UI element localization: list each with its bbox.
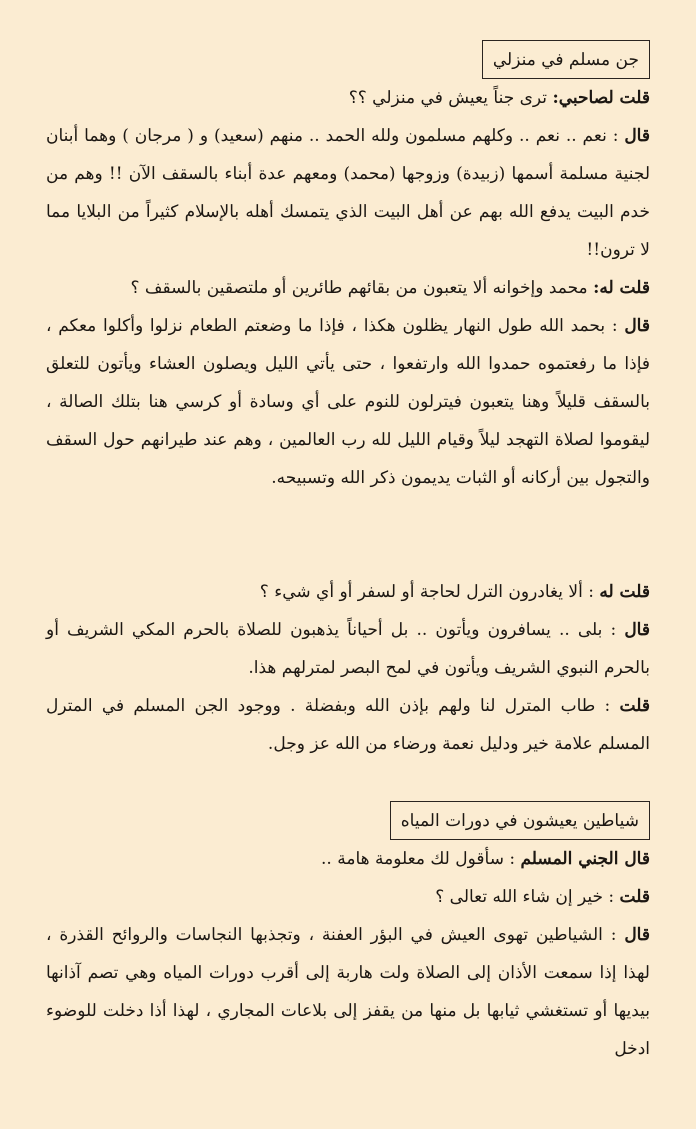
paragraph-text: : الشياطين تهوى العيش في البؤر العفنة ، وتجذبها النجاسات والروائح القذرة ، لهذا إذا سمعت الأذان إلى الصلاة ولت هاربة إلى أقرب دورات المياه وهي تصم آذانها بيديها أو تستغشي ثيابها بل منها من يقفز إلى بلاعات المجاري ، لهذا أذا دخلت للوضوء ادخل [46,925,650,1059]
paragraph-text: : بحمد الله طول النهار يظلون هكذا ، فإذا ما وضعتم الطعام نزلوا وأكلوا معكم ، فإذا ما رفعتموه حمدوا الله وارتفعوا ، حتى يأتي الليل ويصلون العشاء ويأتون للتعلق بالسقف قليلاً وهنا يتعبون فيترلون للنوم على أي وسادة أو كرسي هنا بتلك الصالة ، ليقوموا لصلاة التهجد ليلاً وقيام الليل لله رب العالمين ، وهم عند طيرانهم حول السقف والتجول بين أركانه أو الثبات يديمون ذكر الله وتسبيحه. [46,316,650,488]
section-heading-row [46,40,650,79]
paragraph-text: : بلى .. يسافرون ويأتون .. بل أحياناً يذهبون للصلاة بالحرم المكي الشريف أو بالحرم النبوي الشريف ويأتون في لمح البصر لمترلهم هذا. [46,620,650,678]
paragraph-q2 [46,269,650,307]
speaker-label: قلت [619,887,650,907]
section-spacer [46,535,650,573]
section-spacer [46,497,650,535]
paragraph-text: : سأقول لك معلومة هامة .. [321,849,521,869]
speaker-label: قلت له: [593,278,650,298]
section-heading-row [46,801,650,840]
section-title-devils-bathrooms: شياطين يعيشون في دورات المياه [390,801,650,840]
paragraph-text: : نعم .. نعم .. وكلهم مسلمون ولله الحمد .. منهم (سعيد) و ( مرجان ) وهما أبنان لجنية مسلمة أسمها (زبيدة) وزوجها (محمد) ومعهم عدة أبناء بالسقف الآن !! وهم من خدم البيت يدفع الله بهم عن أهل البيت الذي يتمسك أهله بالإسلام كثيراً من البلايا مما لا ترون!! [46,126,650,260]
paragraph-a1 [46,117,650,269]
paragraph-a6 [46,916,650,1068]
speaker-label: قال [624,316,650,336]
paragraph-q1 [46,79,650,117]
paragraph-q5 [46,878,650,916]
speaker-label: قال [624,620,650,640]
paragraph-text: : طاب المترل لنا ولهم بإذن الله وبفضلة . ووجود الجن المسلم في المترل المسلم علامة خير ودليل نعمة ورضاء من الله عز وجل. [46,696,650,754]
paragraph-a5 [46,840,650,878]
section-title-jinn-muslim: جن مسلم في منزلي [482,40,650,79]
paragraph-q3 [46,573,650,611]
paragraph-q4 [46,687,650,763]
speaker-label: قال [624,126,650,146]
paragraph-a2 [46,307,650,497]
section-spacer [46,763,650,801]
paragraph-text: محمد وإخوانه ألا يتعبون من بقائهم طائرين أو ملتصقين بالسقف ؟ [130,278,594,298]
speaker-label: قلت له [599,582,650,602]
paragraph-text: ترى جناً يعيش في منزلي ؟؟ [348,88,553,108]
paragraph-text: : خير إن شاء الله تعالى ؟ [435,887,620,907]
paragraph-text: : ألا يغادرون الترل لحاجة أو لسفر أو أي شيء ؟ [259,582,600,602]
speaker-label: قلت لصاحبي: [552,88,650,108]
speaker-label: قلت [619,696,650,716]
speaker-label: قال [624,925,650,945]
speaker-label: قال الجني المسلم [520,849,650,869]
paragraph-a3 [46,611,650,687]
